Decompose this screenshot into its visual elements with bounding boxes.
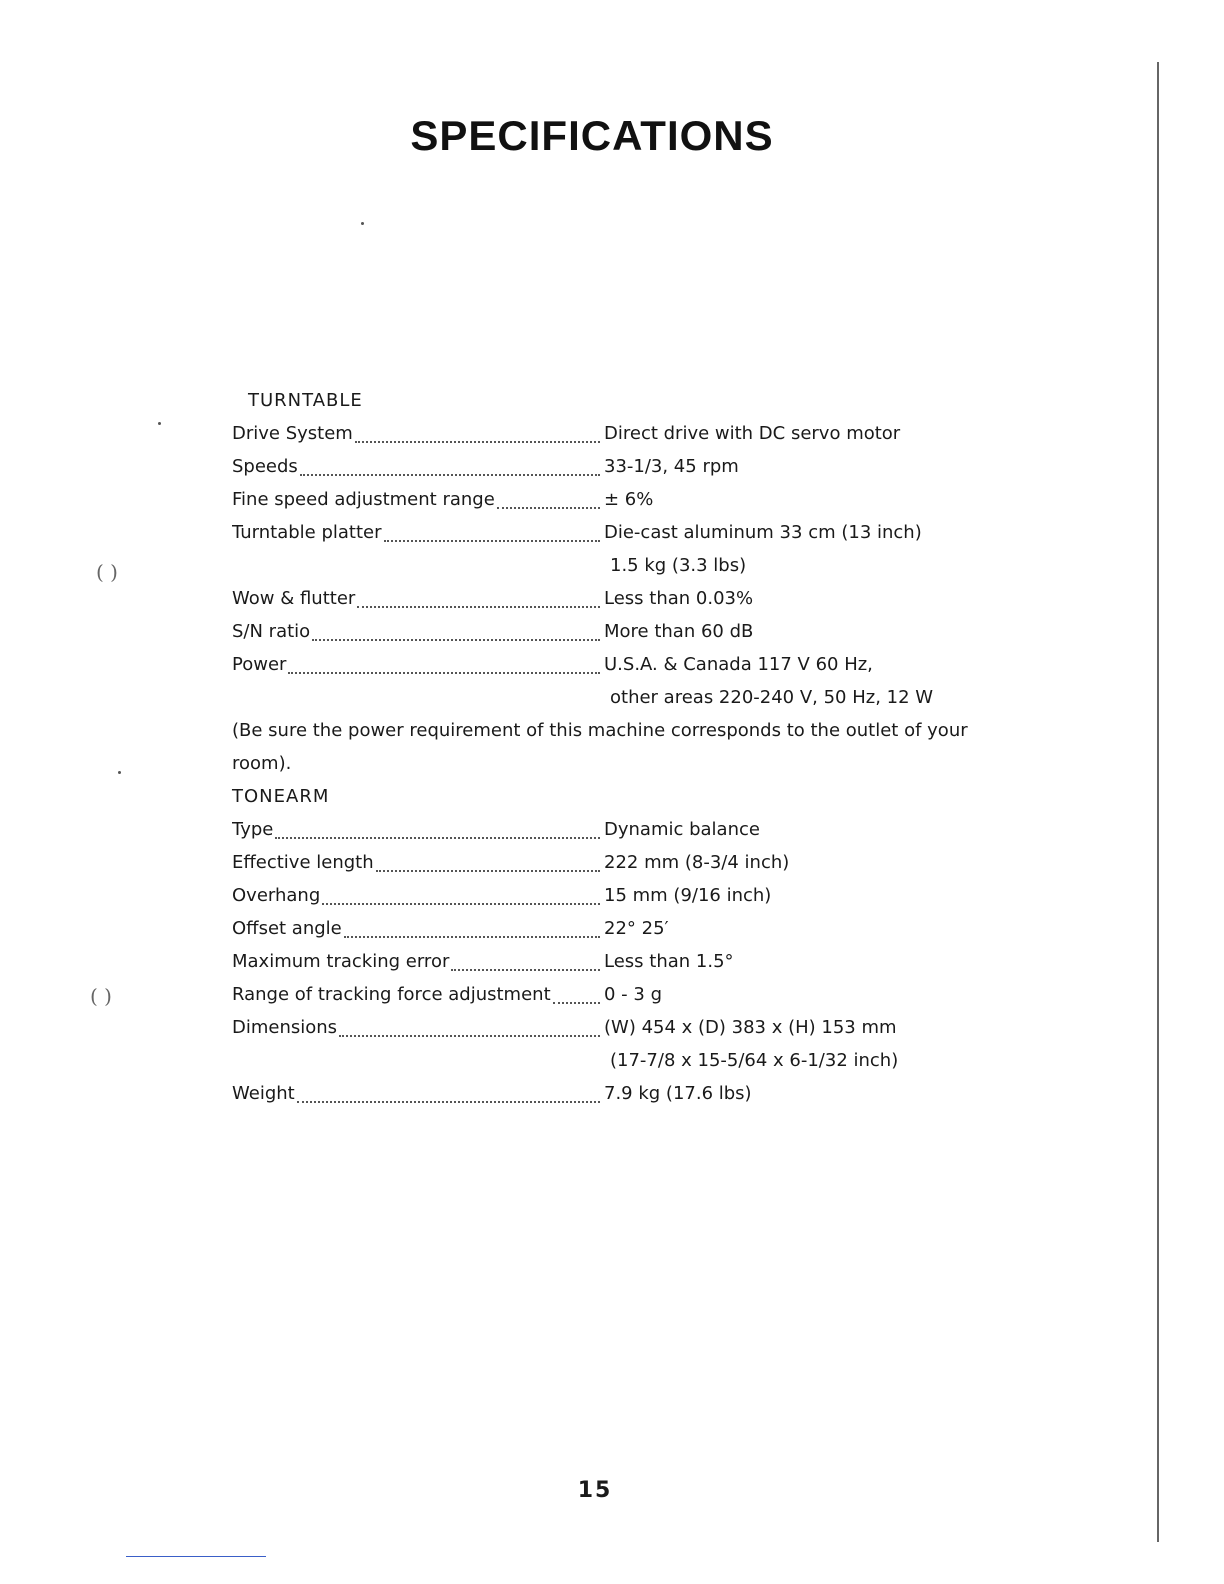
dot-leader bbox=[322, 879, 600, 905]
spec-row bbox=[232, 648, 972, 681]
scan-speck bbox=[118, 771, 121, 774]
spec-label-cell bbox=[232, 648, 604, 681]
scan-speck bbox=[158, 422, 161, 425]
dot-leader bbox=[553, 978, 600, 1004]
spec-row bbox=[232, 945, 972, 978]
spec-value: Dynamic balance bbox=[604, 819, 760, 840]
power-note: (Be sure the power requirement of this machine corresponds to the outlet of your room). bbox=[232, 720, 968, 774]
dot-leader bbox=[355, 417, 600, 443]
spec-label: Range of tracking force adjustment bbox=[232, 984, 551, 1005]
spec-row bbox=[232, 450, 972, 483]
spec-row bbox=[232, 582, 972, 615]
spec-value: 0 - 3 g bbox=[604, 984, 662, 1005]
spec-label-cell bbox=[232, 450, 604, 483]
spec-label-cell bbox=[232, 582, 604, 615]
spec-value: 15 mm (9/16 inch) bbox=[604, 885, 772, 906]
spec-label-cell bbox=[232, 417, 604, 450]
spec-label: Offset angle bbox=[232, 918, 342, 939]
spec-label-cell bbox=[232, 615, 604, 648]
spec-value: 22° 25′ bbox=[604, 918, 669, 939]
spec-value: ± 6% bbox=[604, 489, 654, 510]
spec-label: Speeds bbox=[232, 456, 298, 477]
spec-label-cell bbox=[232, 1011, 604, 1044]
dot-leader bbox=[357, 582, 600, 608]
dot-leader bbox=[497, 483, 600, 509]
spec-value-continued: other areas 220-240 V, 50 Hz, 12 W bbox=[610, 687, 934, 708]
spec-label: Maximum tracking error bbox=[232, 951, 450, 972]
dot-leader bbox=[300, 450, 600, 476]
spec-value-continued: 1.5 kg (3.3 lbs) bbox=[610, 555, 747, 576]
spec-row bbox=[232, 978, 972, 1011]
spec-label-cell bbox=[232, 846, 604, 879]
spec-value: U.S.A. & Canada 117 V 60 Hz, bbox=[604, 654, 873, 675]
dot-leader bbox=[297, 1077, 600, 1103]
dot-leader bbox=[288, 648, 600, 674]
spec-label-cell bbox=[232, 912, 604, 945]
spec-value: Direct drive with DC servo motor bbox=[604, 423, 901, 444]
dot-leader bbox=[384, 516, 600, 542]
page-title: SPECIFICATIONS bbox=[410, 112, 774, 159]
spec-value-continued: (17-7/8 x 15-5/64 x 6-1/32 inch) bbox=[610, 1050, 899, 1071]
spec-label-cell bbox=[232, 978, 604, 1011]
spec-row bbox=[232, 516, 972, 549]
spec-value: 7.9 kg (17.6 lbs) bbox=[604, 1083, 752, 1104]
spec-label: Type bbox=[232, 819, 274, 840]
spec-label-cell bbox=[232, 879, 604, 912]
spec-value: Die-cast aluminum 33 cm (13 inch) bbox=[604, 522, 922, 543]
spec-value: (W) 454 x (D) 383 x (H) 153 mm bbox=[604, 1017, 897, 1038]
turntable-heading: TURNTABLE bbox=[248, 390, 363, 411]
tonearm-heading: TONEARM bbox=[232, 786, 330, 807]
page-margin-line bbox=[1157, 62, 1159, 1542]
spec-row bbox=[232, 912, 972, 945]
spec-label: Drive System bbox=[232, 423, 353, 444]
spec-label-cell bbox=[232, 1077, 604, 1110]
spec-label: Overhang bbox=[232, 885, 321, 906]
dot-leader bbox=[376, 846, 600, 872]
spec-value: Less than 1.5° bbox=[604, 951, 734, 972]
spec-value: 33-1/3, 45 rpm bbox=[604, 456, 739, 477]
spec-label-cell bbox=[232, 516, 604, 549]
dot-leader bbox=[451, 945, 600, 971]
spec-value: More than 60 dB bbox=[604, 621, 754, 642]
spec-label: Fine speed adjustment range bbox=[232, 489, 495, 510]
page-number: 15 bbox=[577, 1478, 613, 1503]
spec-label: Wow & flutter bbox=[232, 588, 356, 609]
dot-leader bbox=[339, 1011, 600, 1037]
spec-label: Weight bbox=[232, 1083, 295, 1104]
spec-value: 222 mm (8-3/4 inch) bbox=[604, 852, 790, 873]
tonearm-spec-list bbox=[232, 813, 972, 1110]
dot-leader bbox=[344, 912, 600, 938]
scan-edge-line bbox=[126, 1556, 266, 1557]
binder-hole-top: ( ) bbox=[96, 560, 118, 584]
spec-label: Power bbox=[232, 654, 287, 675]
spec-content bbox=[232, 384, 972, 1110]
turntable-spec-list bbox=[232, 417, 972, 714]
spec-label-cell bbox=[232, 945, 604, 978]
spec-label-cell bbox=[232, 813, 604, 846]
spec-label: Effective length bbox=[232, 852, 374, 873]
dot-leader bbox=[312, 615, 600, 641]
spec-label: Dimensions bbox=[232, 1017, 338, 1038]
spec-row bbox=[232, 1011, 972, 1044]
dot-leader bbox=[275, 813, 600, 839]
scan-speck bbox=[361, 222, 364, 225]
spec-row bbox=[232, 813, 972, 846]
spec-row bbox=[232, 879, 972, 912]
spec-row bbox=[232, 1077, 972, 1110]
binder-hole-bottom: ( ) bbox=[90, 984, 112, 1008]
spec-label: S/N ratio bbox=[232, 621, 311, 642]
spec-row bbox=[232, 417, 972, 450]
spec-label-cell bbox=[232, 483, 604, 516]
spec-value: Less than 0.03% bbox=[604, 588, 754, 609]
spec-label: Turntable platter bbox=[232, 522, 382, 543]
spec-row bbox=[232, 483, 972, 516]
spec-row bbox=[232, 846, 972, 879]
spec-row bbox=[232, 615, 972, 648]
